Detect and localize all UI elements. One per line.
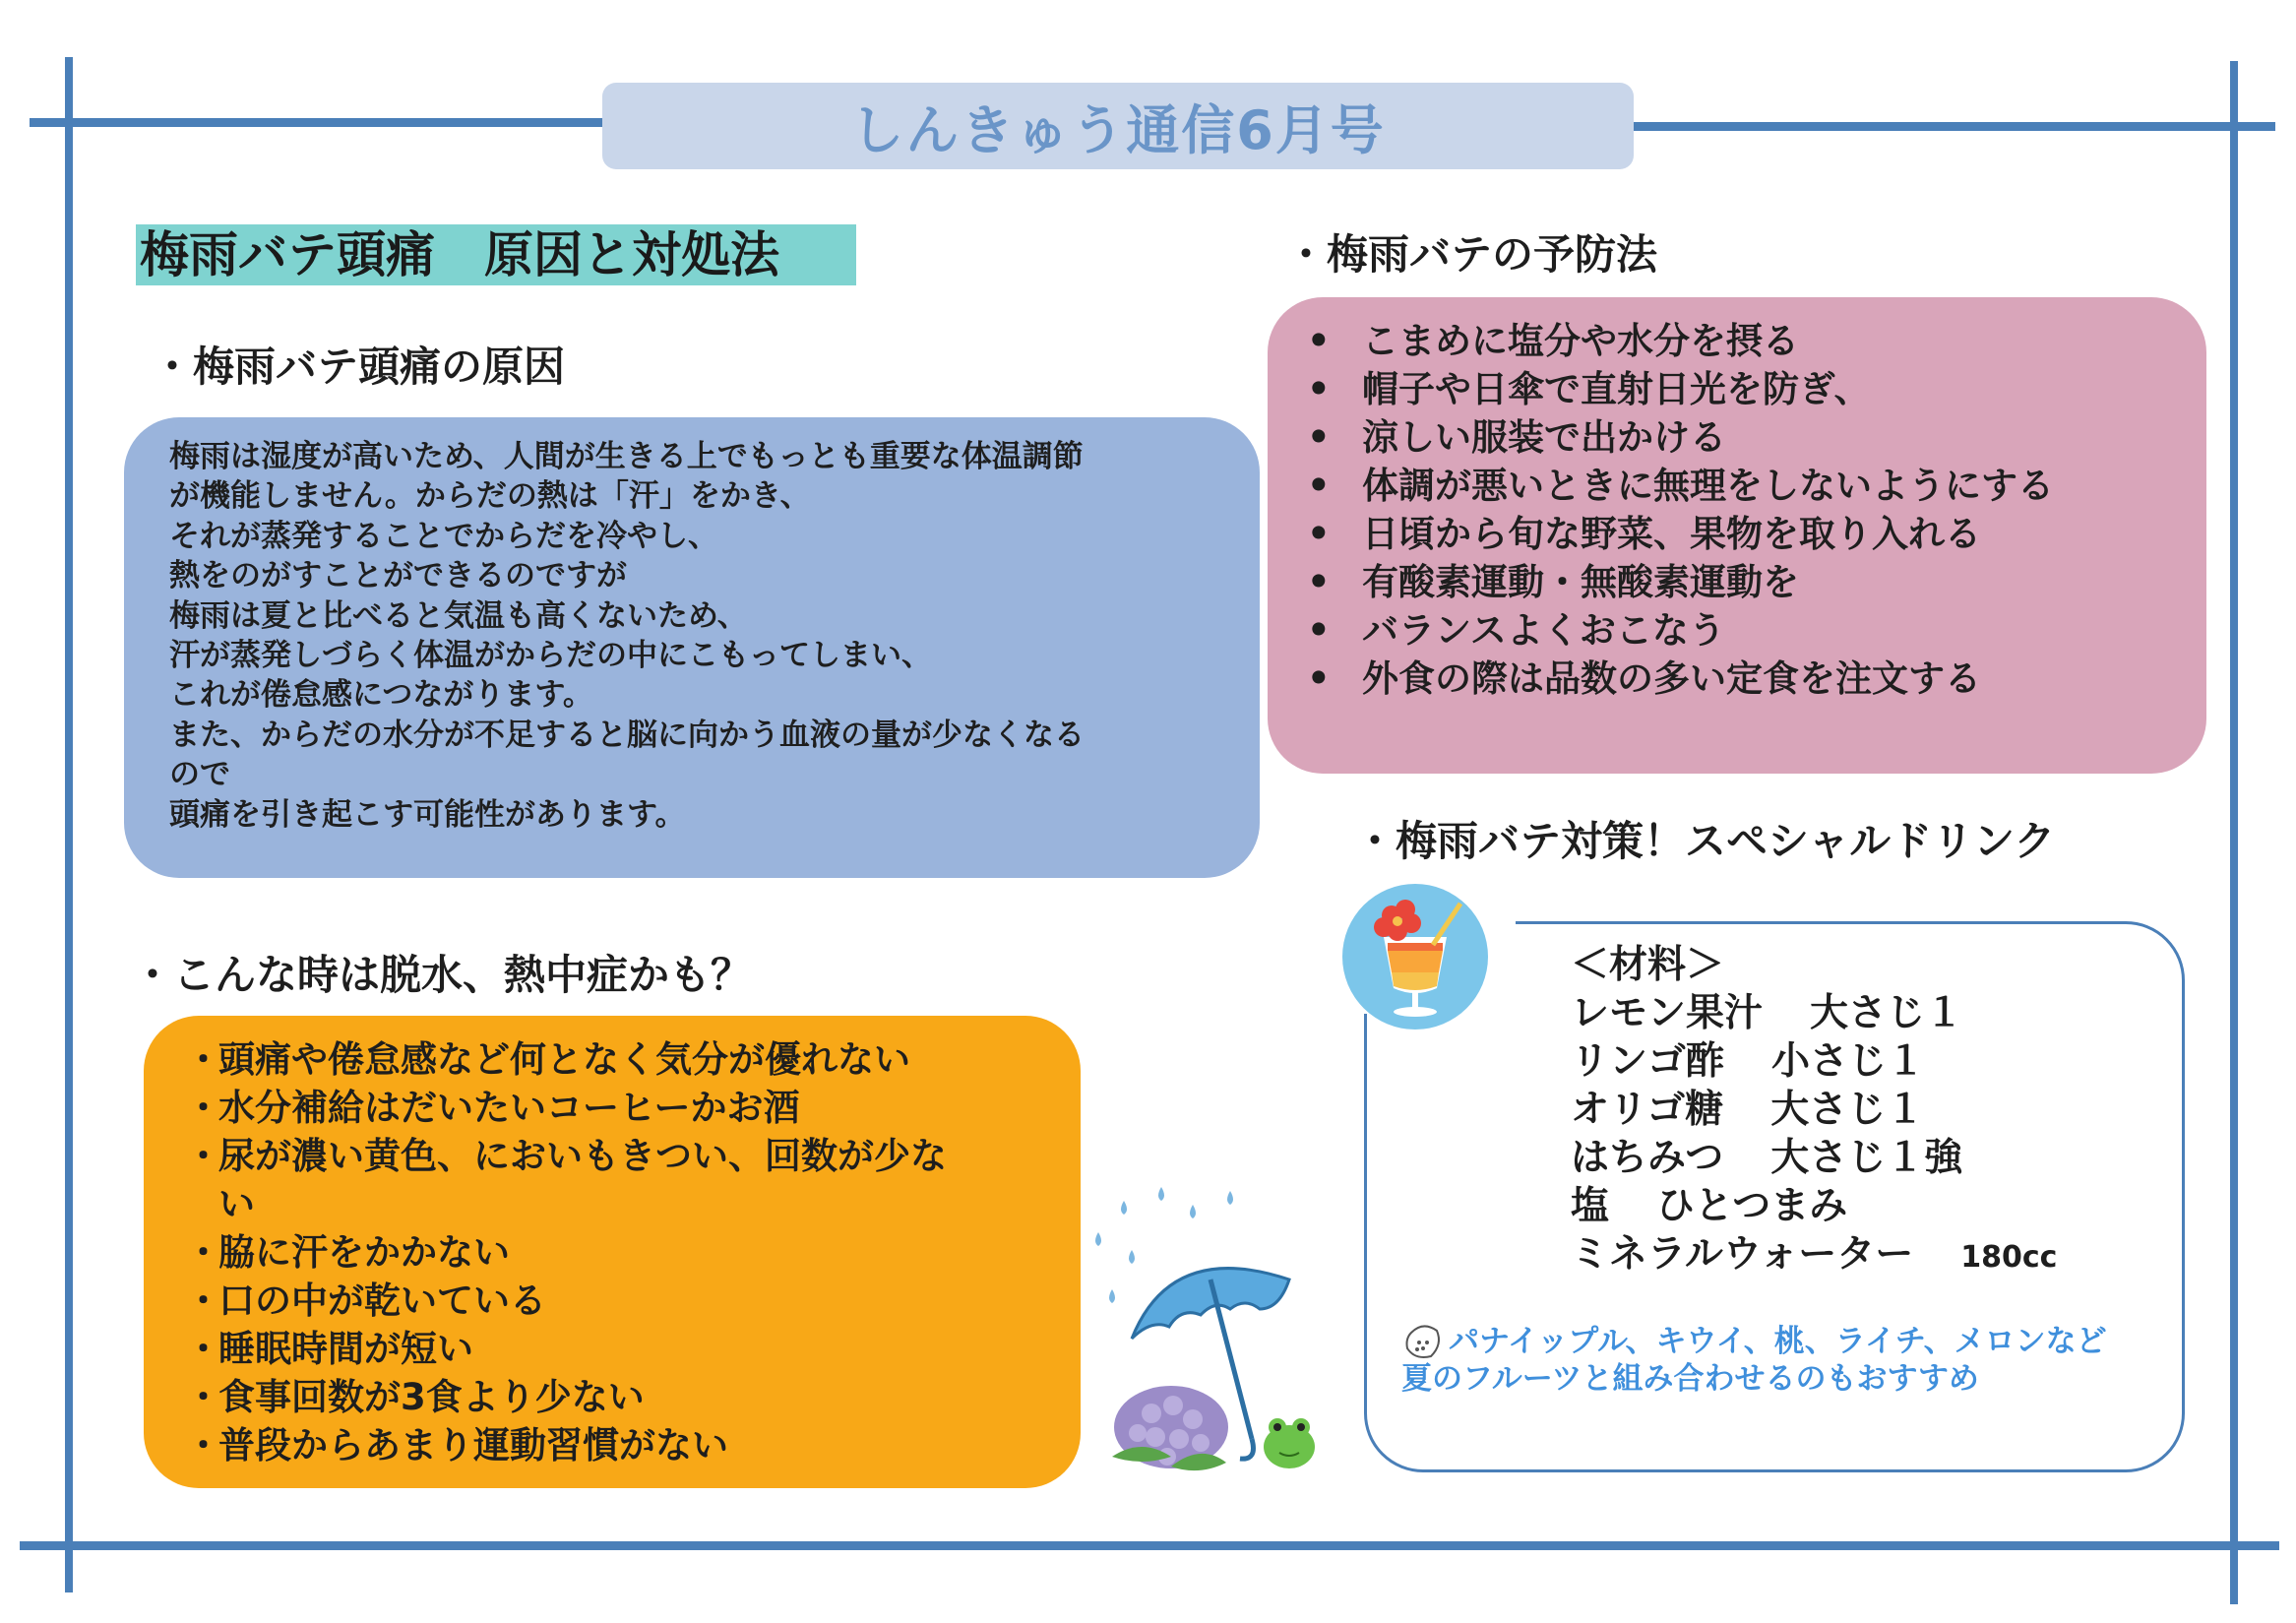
list-item-text: 外食の際は品数の多い定食を注文する [1362,657,1981,700]
list-item-text: 有酸素運動・無酸素運動を [1362,561,1799,603]
bullet: • [1307,561,1331,603]
ingredient-name: レモン果汁 [1571,991,1764,1035]
list-item [185,1325,1051,1373]
list-item-text: 尿が濃い黄色、においもきつい、回数が少な [218,1135,947,1177]
cause-line: 汗が蒸発しづらく体温がからだの中にこもってしまい、 [169,638,932,674]
ingredient-amount: 小さじ１ [1771,1039,1926,1084]
bullet: ・ [185,1087,221,1129]
frame-top-left-line [30,118,604,127]
bullet: ・ [185,1280,221,1322]
cause-heading: ・梅雨バテ頭痛の原因 [152,343,566,391]
list-item-text: 脇に汗をかかない [218,1231,510,1274]
ingredient-amount: 180cc [1960,1240,2058,1275]
bullet: ・ [185,1135,221,1177]
bullet: • [1307,465,1331,507]
frame-right-line [2230,61,2238,1604]
list-item-text: 涼しい服装で出かける [1362,416,1726,459]
list-item [185,1421,1051,1469]
cause-line: それが蒸発することでからだを冷やし、 [169,518,718,554]
list-item [185,1132,1051,1180]
bullet: ・ [185,1231,221,1274]
list-item-text: 普段からあまり運動習慣がない [218,1424,728,1467]
list-item-text: 口の中が乾いている [218,1280,546,1322]
list-item-text: 睡眠時間が短い [218,1328,473,1370]
cause-line: これが倦怠感につながります。 [169,677,593,714]
ingredient-amount: 大さじ１ [1810,991,1964,1035]
ingredient-amount: 大さじ１ [1770,1088,1925,1132]
bullet: • [1307,609,1331,652]
bullet: ・ [185,1328,221,1370]
cause-box [124,417,1260,878]
list-item [1307,413,2187,462]
ingredient [1571,989,2057,1037]
main-heading: 梅雨バテ頭痛 原因と対処法 [136,224,856,285]
list-item [1307,317,2187,365]
bullet: • [1307,320,1331,362]
cause-line: 梅雨は夏と比べると気温も高くないため、 [169,597,748,634]
ingredient [1571,1086,2057,1134]
ingredient-name: リンゴ酢 [1571,1039,1725,1084]
list-item-text: 帽子や日傘で直射日光を防ぎ、 [1362,368,1871,410]
bullet: • [1307,513,1331,555]
list-item-text: こまめに塩分や水分を摂る [1362,320,1799,362]
fruit-note-line: パナイップル、キウイ、桃、ライチ、メロンなど [1449,1324,2107,1359]
bullet: • [1307,416,1331,459]
drink-icon [1340,882,1490,1031]
frame-left-line [65,57,73,1592]
frame-top-right-line [1632,122,2275,131]
list-item [1307,510,2187,558]
list-item-continuation [185,1180,1051,1228]
prevention-box [1268,297,2206,774]
ingredient-name: ミネラルウォーター [1571,1232,1914,1277]
list-item [185,1084,1051,1132]
frame-bottom-line [20,1541,2279,1550]
bullet: • [1307,368,1331,410]
ingredient-name: 塩 [1571,1184,1610,1228]
cause-line: ので [169,757,230,793]
ingredient-name: はちみつ [1571,1136,1724,1180]
ingredient [1571,1182,2057,1230]
list-item [1307,462,2187,510]
list-item [1307,655,2187,703]
fruit-note [1401,1323,2107,1398]
list-item [185,1228,1051,1277]
list-item-text: 食事回数が3食より少ない [218,1376,645,1418]
bullet: • [1307,657,1331,700]
ingredient [1571,1134,2057,1182]
ingredient [1571,1230,2057,1281]
list-item [1307,558,2187,606]
cause-line: が機能しません。からだの熱は「汗」をかき、 [169,478,811,515]
list-item [185,1277,1051,1325]
ingredient [1571,1037,2057,1086]
list-item [185,1373,1051,1421]
cause-line: また、からだの水分が不足すると脳に向かう血液の量が少なくなる [169,717,1085,753]
ingredient-name: オリゴ糖 [1571,1088,1724,1132]
page-title: しんきゅう通信6月号 [602,83,1634,169]
list-item [1307,365,2187,413]
drink-heading: ・梅雨バテ対策！スペシャルドリンク [1354,817,2056,865]
bullet: ・ [185,1424,221,1467]
list-item [185,1035,1051,1084]
list-item-text: 水分補給はだいたいコーヒーかお酒 [218,1087,800,1129]
list-item-text: 体調が悪いときに無理をしないようにする [1362,465,2054,507]
recipe-text [1571,941,2057,1281]
list-item-text: 頭痛や倦怠感など何となく気分が優れない [218,1038,910,1081]
cause-line: 頭痛を引き起こす可能性があります。 [169,796,686,833]
bullet: ・ [185,1376,221,1418]
list-item-text: バランスよくおこなう [1362,609,1725,652]
materials-label: ＜材料＞ [1571,943,1725,987]
list-item-text: 日頃から旬な野菜、果物を取り入れる [1362,513,1981,555]
ingredient-amount: 大さじ１強 [1770,1136,1963,1180]
dehydration-heading: ・こんな時は脱水、熱中症かも？ [132,951,753,999]
fruit-note-line: 夏のフルーツと組み合わせるのもおすすめ [1401,1361,1979,1397]
cause-line: 熱をのがすことができるのですが [169,558,627,594]
dehydration-box [144,1016,1081,1488]
prevention-heading: ・梅雨バテの予防法 [1285,230,1658,279]
cause-line: 梅雨は湿度が高いため、人間が生きる上でもっとも重要な体温調節 [169,439,1084,474]
list-item-text: い [218,1183,255,1225]
bullet: ・ [185,1038,221,1081]
ingredient-amount: ひとつまみ [1656,1184,1848,1228]
umbrella-rain-illustration [1083,1181,1338,1496]
list-item [1307,606,2187,655]
